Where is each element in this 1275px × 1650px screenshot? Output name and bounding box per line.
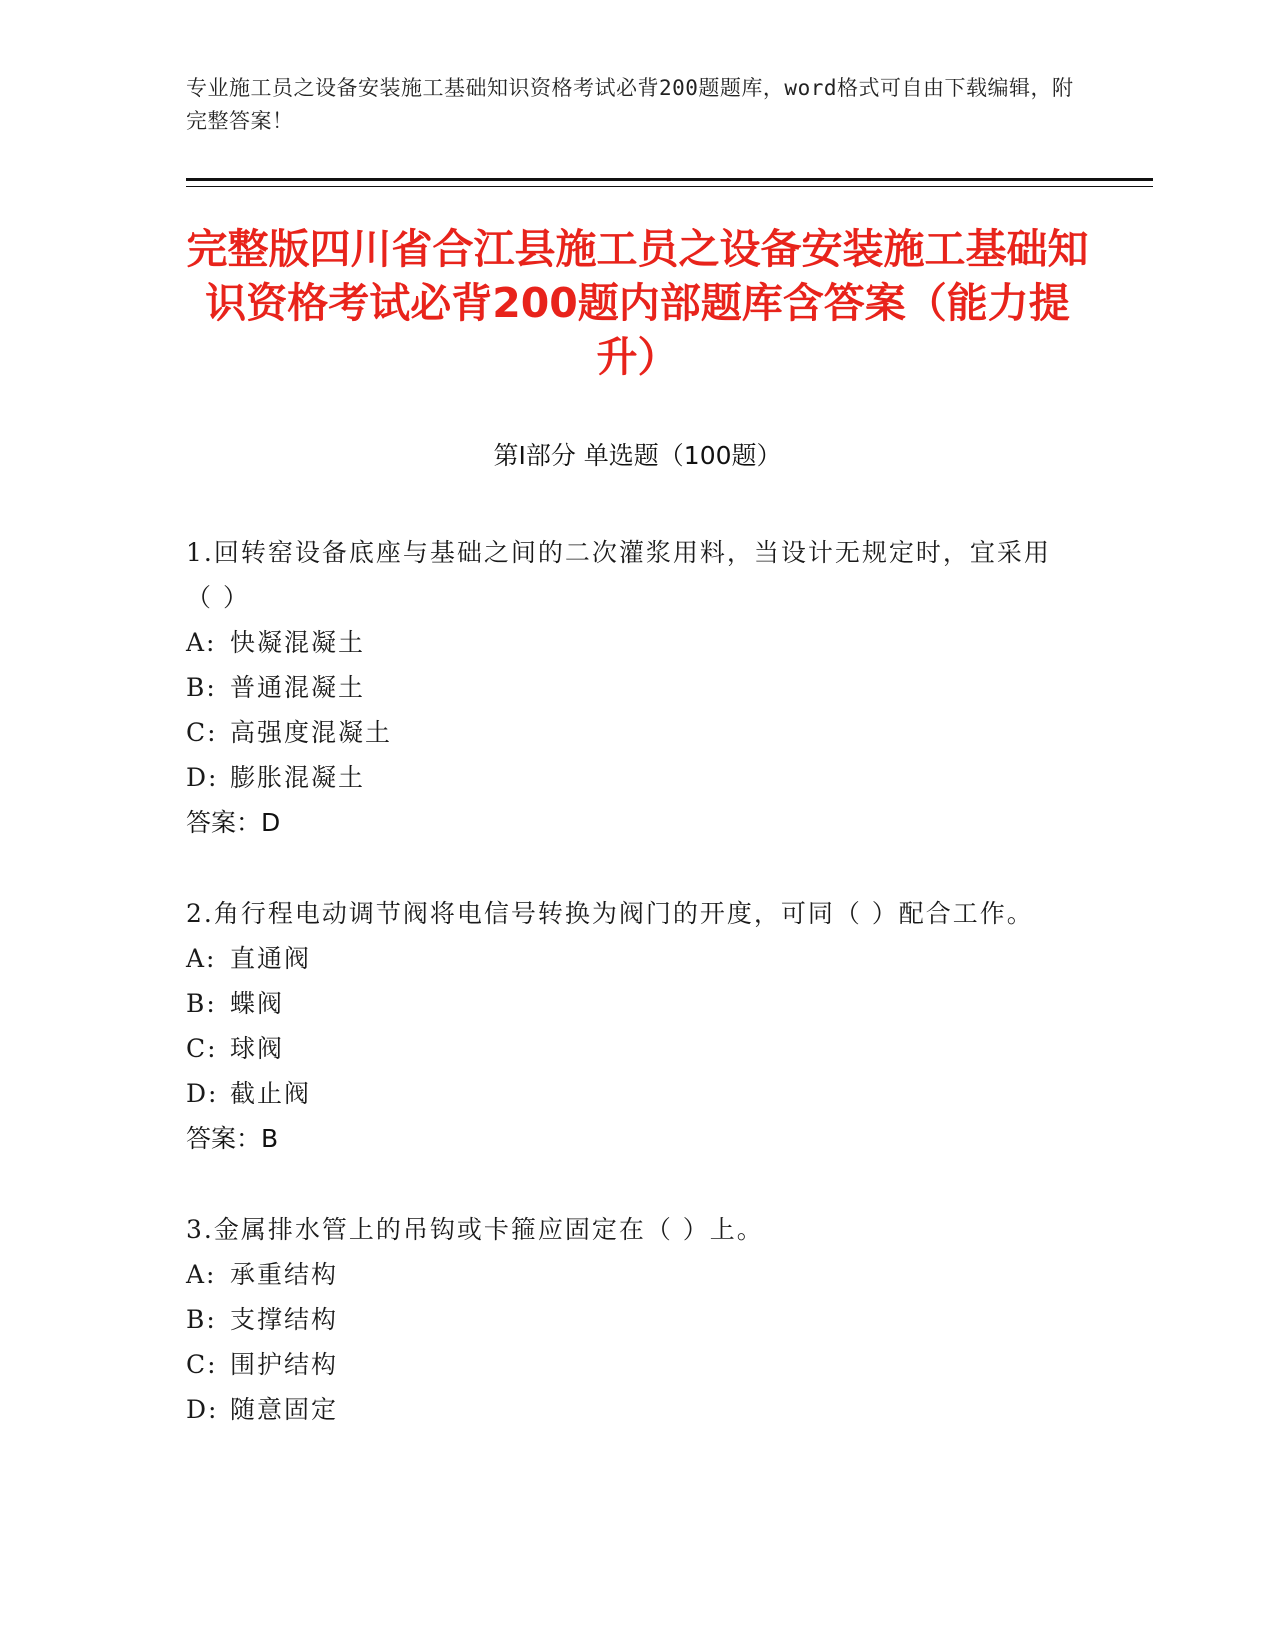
question-option: [186, 1387, 1066, 1432]
question-option: [186, 1071, 1066, 1116]
question-stem: 1.回转窑设备底座与基础之间的二次灌浆用料，当设计无规定时，宜采用（ ）: [186, 538, 1051, 612]
option-text: 球阀: [230, 1034, 285, 1063]
option-text: 膨胀混凝土: [230, 763, 366, 792]
question-option: [186, 755, 1066, 800]
header-rule-thick: [186, 178, 1153, 181]
option-key: C:: [186, 1350, 218, 1379]
question-list: [186, 530, 1066, 1478]
option-key: D:: [186, 1395, 219, 1424]
option-text: 普通混凝土: [230, 673, 366, 702]
option-text: 蝶阀: [230, 989, 285, 1018]
question-stem: 3.金属排水管上的吊钩或卡箍应固定在（ ）上。: [186, 1215, 764, 1244]
question-item: [186, 891, 1066, 1161]
question-option: [186, 936, 1066, 981]
option-key: A:: [186, 944, 217, 973]
option-text: 围护结构: [230, 1350, 339, 1379]
question-option: [186, 1026, 1066, 1071]
option-text: 承重结构: [230, 1260, 339, 1289]
option-text: 快凝混凝土: [230, 628, 366, 657]
question-option: [186, 665, 1066, 710]
question-option: [186, 981, 1066, 1026]
option-key: C:: [186, 1034, 218, 1063]
question-item: [186, 530, 1066, 845]
option-text: 直通阀: [230, 944, 312, 973]
option-key: A:: [186, 1260, 217, 1289]
option-text: 随意固定: [230, 1395, 339, 1424]
question-option: [186, 620, 1066, 665]
option-text: 支撑结构: [230, 1305, 339, 1334]
option-key: D:: [186, 763, 219, 792]
question-option: [186, 1342, 1066, 1387]
question-option: [186, 1297, 1066, 1342]
question-option: [186, 710, 1066, 755]
option-key: D:: [186, 1079, 219, 1108]
option-text: 高强度混凝土: [230, 718, 393, 747]
header-rule-thin: [186, 186, 1153, 187]
section-title: 第Ⅰ部分 单选题（100题）: [493, 441, 782, 470]
question-item: [186, 1207, 1066, 1432]
option-key: A:: [186, 628, 217, 657]
document-title: 完整版四川省合江县施工员之设备安装施工基础知识资格考试必背200题内部题库含答案（能力提升）: [186, 225, 1089, 381]
question-answer: 答案：B: [186, 1124, 279, 1153]
option-key: B:: [186, 1305, 217, 1334]
question-answer: 答案：D: [186, 808, 281, 837]
option-key: B:: [186, 673, 217, 702]
option-text: 截止阀: [230, 1079, 312, 1108]
option-key: C:: [186, 718, 218, 747]
header-note: 专业施工员之设备安装施工基础知识资格考试必背200题题库，word格式可自由下载编辑，附完整答案！: [186, 76, 1074, 133]
option-key: B:: [186, 989, 217, 1018]
question-option: [186, 1252, 1066, 1297]
question-stem: 2.角行程电动调节阀将电信号转换为阀门的开度，可同（ ）配合工作。: [186, 899, 1034, 928]
